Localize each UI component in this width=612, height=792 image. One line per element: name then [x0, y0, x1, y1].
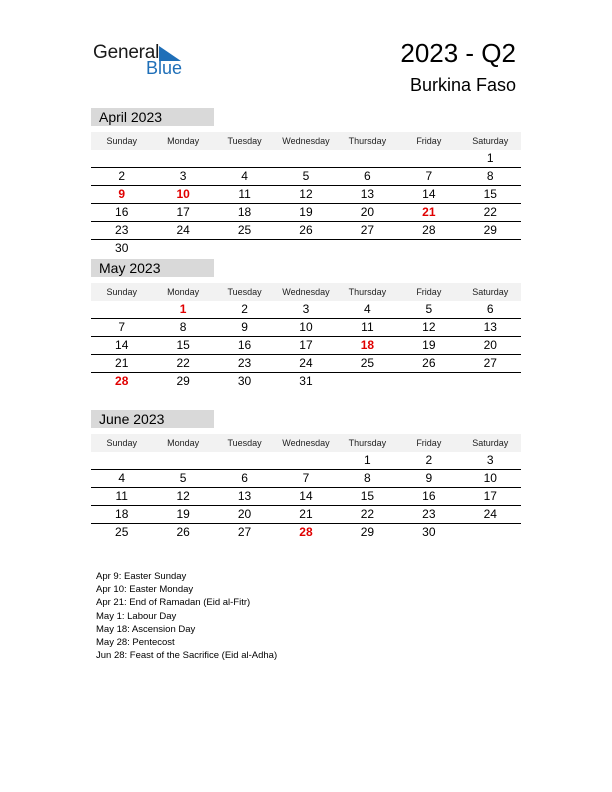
date-cell — [214, 240, 275, 257]
holiday-date-cell: 28 — [115, 374, 129, 388]
date-cell: 23 — [422, 507, 436, 521]
holiday-notes — [96, 570, 277, 662]
date-cell: 13 — [360, 187, 375, 201]
weekday-label: Saturday — [472, 287, 509, 297]
holiday-date-cell: 21 — [422, 205, 436, 219]
holiday-date-cell: 28 — [299, 525, 313, 539]
date-cell: 4 — [364, 302, 371, 316]
date-cell: 29 — [483, 223, 497, 237]
date-cell: 5 — [425, 302, 433, 316]
date-cell: 28 — [422, 223, 436, 237]
weekday-label: Thursday — [348, 287, 387, 297]
week-row — [91, 168, 521, 186]
date-cell: 14 — [299, 489, 313, 503]
date-cell: 20 — [483, 338, 497, 352]
logo-word-blue: Blue — [146, 58, 183, 78]
weekday-label: Sunday — [106, 287, 137, 297]
date-cell: 1 — [364, 453, 371, 467]
date-cell: 18 — [237, 205, 252, 219]
weekday-label: Monday — [167, 438, 200, 448]
date-cell: 7 — [425, 169, 433, 183]
date-cell — [91, 452, 152, 469]
date-cell: 16 — [115, 205, 129, 219]
date-cell — [214, 452, 275, 469]
date-cell: 22 — [483, 205, 497, 219]
date-cell — [460, 373, 521, 390]
date-cell: 6 — [241, 471, 248, 485]
date-cell — [275, 240, 336, 257]
date-cell: 25 — [237, 223, 252, 237]
weekday-label: Wednesday — [282, 287, 330, 297]
month-title: May 2023 — [91, 259, 214, 277]
date-cell — [398, 150, 459, 167]
month-calendar-june — [91, 410, 521, 541]
weekday-header-row — [91, 434, 521, 452]
date-cell — [337, 150, 398, 167]
page-title: 2023 - Q2 — [400, 38, 516, 68]
date-cell: 15 — [483, 187, 497, 201]
date-cell: 27 — [237, 525, 252, 539]
date-cell: 6 — [364, 169, 371, 183]
date-cell — [275, 150, 336, 167]
month-calendar-april — [91, 108, 521, 257]
weekday-label: Sunday — [106, 136, 137, 146]
date-cell: 31 — [299, 374, 313, 388]
date-cell: 5 — [179, 471, 187, 485]
weekday-label: Thursday — [348, 136, 387, 146]
weekday-label: Monday — [167, 287, 200, 297]
date-cell: 14 — [115, 338, 129, 352]
date-cell: 5 — [302, 169, 310, 183]
date-cell — [398, 240, 459, 257]
date-cell: 20 — [360, 205, 375, 219]
date-cell — [337, 373, 398, 390]
generalblue-logo — [93, 42, 193, 78]
holiday-note: Apr 21: End of Ramadan (Eid al-Fitr) — [96, 597, 251, 609]
weekday-header-row — [91, 132, 521, 150]
date-cell: 26 — [422, 356, 436, 370]
date-cell: 8 — [486, 169, 494, 183]
date-cell: 30 — [237, 374, 252, 388]
date-cell: 12 — [176, 489, 190, 503]
date-cell: 8 — [364, 471, 371, 485]
date-cell — [275, 452, 336, 469]
holiday-note: Apr 9: Easter Sunday — [96, 571, 187, 582]
month-title: June 2023 — [91, 410, 214, 428]
week-row — [91, 373, 521, 390]
date-cell: 19 — [422, 338, 436, 352]
date-cell: 24 — [299, 356, 313, 370]
month-calendar-may — [91, 259, 521, 390]
date-cell: 10 — [483, 471, 497, 485]
date-cell — [214, 150, 275, 167]
month-title: April 2023 — [91, 108, 214, 126]
date-cell: 13 — [483, 320, 497, 334]
date-cell: 16 — [422, 489, 436, 503]
weekday-label: Tuesday — [227, 438, 262, 448]
week-row — [91, 355, 521, 373]
weekday-label: Saturday — [472, 438, 509, 448]
date-cell: 8 — [179, 320, 187, 334]
date-cell: 4 — [118, 471, 126, 485]
week-row — [91, 204, 521, 222]
date-cell — [460, 524, 521, 541]
holiday-date-cell: 18 — [360, 338, 375, 352]
date-cell — [91, 301, 152, 318]
date-cell: 9 — [241, 320, 248, 334]
weekday-label: Tuesday — [227, 287, 262, 297]
date-cell: 11 — [115, 489, 128, 503]
weekday-label: Wednesday — [282, 438, 330, 448]
date-cell: 12 — [299, 187, 313, 201]
week-row — [91, 150, 521, 168]
date-cell — [152, 452, 213, 469]
weekday-label: Friday — [416, 438, 442, 448]
holiday-note: May 28: Pentecost — [96, 637, 175, 649]
date-cell: 30 — [422, 525, 436, 539]
holiday-date-cell: 1 — [179, 302, 187, 316]
date-cell: 11 — [238, 187, 251, 201]
date-cell: 29 — [176, 374, 190, 388]
date-cell: 17 — [483, 489, 497, 503]
week-row — [91, 470, 521, 488]
date-cell: 15 — [360, 489, 375, 503]
week-row — [91, 240, 521, 257]
weekday-label: Tuesday — [227, 136, 262, 146]
week-row — [91, 337, 521, 355]
date-cell: 24 — [176, 223, 190, 237]
weekday-label: Monday — [167, 136, 200, 146]
date-cell: 26 — [176, 525, 190, 539]
holiday-note: May 18: Ascension Day — [96, 623, 196, 635]
weekday-label: Friday — [416, 136, 442, 146]
weekday-header-row — [91, 283, 521, 301]
holiday-date-cell: 9 — [118, 187, 126, 201]
week-row — [91, 506, 521, 524]
weekday-label: Sunday — [106, 438, 137, 448]
date-cell: 3 — [179, 169, 187, 183]
date-cell: 18 — [115, 507, 129, 521]
week-row — [91, 488, 521, 506]
date-cell: 17 — [299, 338, 313, 352]
logo-word-general: General — [93, 42, 160, 63]
week-row — [91, 319, 521, 337]
country-name: Burkina Faso — [409, 75, 516, 95]
date-cell: 29 — [360, 525, 375, 539]
weekday-label: Saturday — [472, 136, 509, 146]
date-cell: 17 — [176, 205, 190, 219]
date-cell: 24 — [483, 507, 497, 521]
date-cell: 19 — [176, 507, 190, 521]
week-row — [91, 186, 521, 204]
date-cell: 30 — [115, 241, 129, 255]
date-cell: 25 — [115, 525, 129, 539]
holiday-note: Apr 10: Easter Monday — [96, 584, 194, 596]
date-cell: 10 — [299, 320, 313, 334]
date-cell: 2 — [425, 453, 433, 467]
date-cell: 22 — [176, 356, 190, 370]
weekday-label: Thursday — [348, 438, 387, 448]
date-cell: 26 — [299, 223, 313, 237]
week-row — [91, 222, 521, 240]
date-cell — [91, 150, 152, 167]
date-cell: 16 — [237, 338, 252, 352]
date-cell: 19 — [299, 205, 313, 219]
date-cell: 20 — [237, 507, 252, 521]
holiday-note: May 1: Labour Day — [96, 610, 177, 622]
date-cell: 27 — [360, 223, 375, 237]
date-cell: 15 — [176, 338, 190, 352]
date-cell: 21 — [115, 356, 129, 370]
weekday-label: Friday — [416, 287, 442, 297]
date-cell — [460, 240, 521, 257]
date-cell: 3 — [302, 302, 310, 316]
date-cell: 7 — [302, 471, 310, 485]
date-cell: 23 — [237, 356, 252, 370]
week-row — [91, 524, 521, 541]
week-row — [91, 301, 521, 319]
weekday-label: Wednesday — [282, 136, 330, 146]
date-cell: 12 — [422, 320, 436, 334]
holiday-note: Jun 28: Feast of the Sacrifice (Eid al-Adha) — [96, 650, 278, 662]
date-cell: 11 — [361, 320, 374, 334]
date-cell — [398, 373, 459, 390]
date-cell: 14 — [422, 187, 436, 201]
date-cell — [152, 150, 213, 167]
date-cell: 9 — [425, 471, 433, 485]
holiday-date-cell: 10 — [176, 187, 190, 201]
week-row — [91, 452, 521, 470]
date-cell: 23 — [115, 223, 129, 237]
date-cell: 4 — [241, 169, 248, 183]
date-cell: 13 — [237, 489, 252, 503]
date-cell: 25 — [360, 356, 375, 370]
date-cell — [337, 240, 398, 257]
date-cell: 21 — [299, 507, 313, 521]
date-cell: 1 — [486, 151, 494, 165]
date-cell: 6 — [486, 302, 494, 316]
date-cell — [152, 240, 213, 257]
date-cell: 7 — [118, 320, 126, 334]
date-cell: 2 — [118, 169, 126, 183]
date-cell: 22 — [360, 507, 375, 521]
date-cell: 3 — [486, 453, 494, 467]
date-cell: 27 — [483, 356, 497, 370]
date-cell: 2 — [241, 302, 248, 316]
